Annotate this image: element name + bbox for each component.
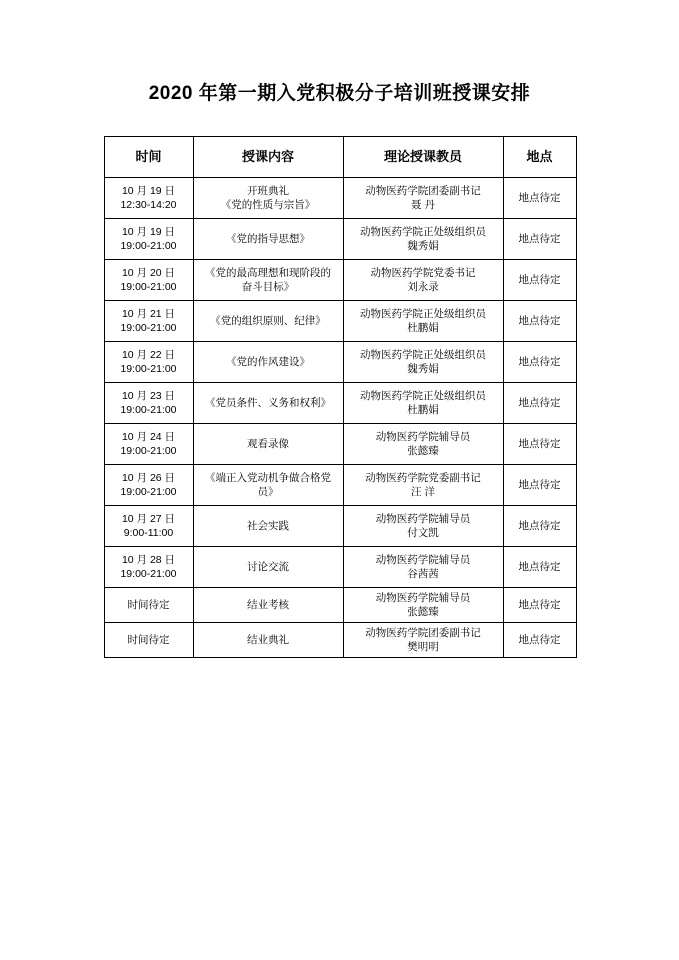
cell-time-line: 19:00-21:00 — [120, 485, 177, 498]
cell-teacher-line: 动物医药学院辅导员 — [375, 553, 471, 566]
cell-place-line: 地点待定 — [518, 355, 561, 368]
cell-time — [104, 546, 193, 587]
cell-time-line: 10 月 19 日 — [121, 184, 176, 197]
cell-place — [503, 341, 576, 382]
schedule-table — [104, 136, 577, 659]
cell-time — [104, 177, 193, 218]
table-row — [104, 259, 576, 300]
cell-teacher-line: 动物医药学院党委副书记 — [365, 471, 481, 484]
table-row — [104, 505, 576, 546]
cell-time-line: 时间待定 — [127, 634, 170, 647]
cell-content-line: 《党的组织原则、纪律》 — [210, 314, 326, 327]
cell-time — [104, 623, 193, 658]
cell-content — [193, 464, 343, 505]
cell-place — [503, 259, 576, 300]
cell-time-line: 12:30-14:20 — [120, 198, 177, 211]
cell-content — [193, 546, 343, 587]
cell-time-line: 19:00-21:00 — [120, 280, 177, 293]
cell-time — [104, 259, 193, 300]
cell-place-line: 地点待定 — [518, 314, 561, 327]
cell-content-line: 《党的最高理想和现阶段的 — [205, 266, 331, 279]
cell-time-line: 19:00-21:00 — [120, 239, 177, 252]
table-header-row — [104, 136, 576, 177]
cell-time-line: 10 月 26 日 — [121, 471, 176, 484]
cell-content — [193, 218, 343, 259]
cell-teacher-line: 动物医药学院辅导员 — [375, 430, 471, 443]
cell-time-line: 10 月 23 日 — [121, 389, 176, 402]
cell-place — [503, 505, 576, 546]
cell-teacher-line: 动物医药学院辅导员 — [375, 512, 471, 525]
cell-place-line: 地点待定 — [518, 519, 561, 532]
cell-time-line: 时间待定 — [127, 598, 170, 611]
cell-content — [193, 259, 343, 300]
cell-time-line: 10 月 21 日 — [121, 307, 176, 320]
cell-content — [193, 300, 343, 341]
cell-teacher — [343, 259, 503, 300]
cell-teacher-line: 魏秀娟 — [407, 362, 439, 375]
table-body — [104, 177, 576, 658]
cell-teacher — [343, 177, 503, 218]
cell-place — [503, 464, 576, 505]
cell-place — [503, 177, 576, 218]
cell-content — [193, 505, 343, 546]
cell-time-line: 10 月 24 日 — [121, 430, 176, 443]
cell-content — [193, 623, 343, 658]
cell-teacher-line: 付文凯 — [407, 526, 439, 539]
cell-place-line: 地点待定 — [518, 560, 561, 573]
cell-content-line: 结业考核 — [247, 598, 289, 611]
cell-teacher-line: 动物医药学院团委副书记 — [365, 184, 481, 197]
cell-teacher-line: 聂 丹 — [411, 198, 435, 211]
cell-content-line: 讨论交流 — [247, 560, 289, 573]
cell-place-line: 地点待定 — [518, 598, 561, 611]
cell-content-line: 观看录像 — [247, 437, 289, 450]
cell-place — [503, 300, 576, 341]
cell-teacher-line: 动物医药学院党委书记 — [370, 266, 476, 279]
column-header-content: 授课内容 — [193, 136, 343, 177]
table-row — [104, 177, 576, 218]
cell-content-line: 开班典礼 — [247, 184, 289, 197]
cell-time — [104, 341, 193, 382]
cell-time — [104, 464, 193, 505]
table-row — [104, 382, 576, 423]
cell-teacher-line: 魏秀娟 — [407, 239, 439, 252]
cell-time — [104, 587, 193, 622]
table-row — [104, 464, 576, 505]
cell-teacher — [343, 218, 503, 259]
cell-time — [104, 300, 193, 341]
table-row — [104, 218, 576, 259]
cell-teacher — [343, 623, 503, 658]
cell-time-line: 19:00-21:00 — [120, 567, 177, 580]
cell-teacher — [343, 423, 503, 464]
cell-place — [503, 623, 576, 658]
column-header-time: 时间 — [104, 136, 193, 177]
cell-place-line: 地点待定 — [518, 273, 561, 286]
cell-place — [503, 218, 576, 259]
cell-teacher-line: 杜鹏娟 — [407, 321, 439, 334]
cell-place-line: 地点待定 — [518, 634, 561, 647]
cell-teacher — [343, 587, 503, 622]
cell-content — [193, 177, 343, 218]
cell-place-line: 地点待定 — [518, 478, 561, 491]
cell-teacher-line: 樊明明 — [407, 641, 439, 654]
cell-teacher-line: 动物医药学院正处级组织员 — [360, 389, 486, 402]
cell-time — [104, 382, 193, 423]
cell-time-line: 19:00-21:00 — [120, 444, 177, 457]
table-row — [104, 623, 576, 658]
cell-place — [503, 546, 576, 587]
cell-place — [503, 423, 576, 464]
cell-teacher-line: 动物医药学院正处级组织员 — [360, 225, 486, 238]
cell-teacher-line: 动物医药学院辅导员 — [375, 591, 471, 604]
column-header-place: 地点 — [503, 136, 576, 177]
cell-teacher-line: 刘永录 — [407, 280, 439, 293]
table-row — [104, 341, 576, 382]
table-row — [104, 587, 576, 622]
cell-time-line: 10 月 22 日 — [121, 348, 176, 361]
cell-content-line: 《党的指导思想》 — [226, 232, 310, 245]
cell-teacher — [343, 546, 503, 587]
cell-content — [193, 423, 343, 464]
cell-teacher-line: 动物医药学院正处级组织员 — [360, 348, 486, 361]
cell-teacher-line: 汪 洋 — [411, 485, 435, 498]
cell-time — [104, 505, 193, 546]
cell-teacher — [343, 300, 503, 341]
cell-place-line: 地点待定 — [518, 232, 561, 245]
cell-teacher — [343, 341, 503, 382]
cell-time-line: 19:00-21:00 — [120, 403, 177, 416]
column-header-teacher: 理论授课教员 — [343, 136, 503, 177]
table-row — [104, 423, 576, 464]
cell-time-line: 10 月 27 日 — [121, 512, 176, 525]
cell-time-line: 19:00-21:00 — [120, 321, 177, 334]
cell-content-line: 结业典礼 — [247, 634, 289, 647]
cell-time-line: 10 月 28 日 — [121, 553, 176, 566]
cell-place-line: 地点待定 — [518, 437, 561, 450]
cell-place-line: 地点待定 — [518, 191, 561, 204]
cell-time-line: 19:00-21:00 — [120, 362, 177, 375]
cell-content-line: 《党员条件、义务和权利》 — [205, 396, 331, 409]
cell-content-line: 员》 — [257, 485, 279, 498]
cell-teacher-line: 张懿臻 — [407, 444, 439, 457]
cell-teacher-line: 动物医药学院正处级组织员 — [360, 307, 486, 320]
table-row — [104, 300, 576, 341]
cell-content-line: 奋斗目标》 — [241, 280, 295, 293]
cell-time — [104, 423, 193, 464]
cell-content-line: 《党的作风建设》 — [226, 355, 310, 368]
cell-time-line: 10 月 19 日 — [121, 225, 176, 238]
cell-content-line: 《党的性质与宗旨》 — [220, 198, 316, 211]
cell-time — [104, 218, 193, 259]
cell-teacher — [343, 382, 503, 423]
cell-place — [503, 382, 576, 423]
cell-place — [503, 587, 576, 622]
table-row — [104, 546, 576, 587]
page-title: 2020 年第一期入党积极分子培训班授课安排 — [148, 83, 531, 104]
cell-teacher-line: 杜鹏娟 — [407, 403, 439, 416]
cell-teacher-line: 张懿臻 — [407, 605, 439, 618]
cell-teacher — [343, 505, 503, 546]
cell-content-line: 《端正入党动机争做合格党 — [205, 471, 331, 484]
cell-content — [193, 382, 343, 423]
cell-teacher-line: 谷茜茜 — [407, 567, 439, 580]
cell-content — [193, 587, 343, 622]
cell-teacher-line: 动物医药学院团委副书记 — [365, 627, 481, 640]
schedule-table-container — [104, 136, 576, 659]
cell-content-line: 社会实践 — [247, 519, 289, 532]
cell-time-line: 9:00-11:00 — [123, 526, 174, 539]
cell-teacher — [343, 464, 503, 505]
table-header — [104, 136, 576, 177]
cell-time-line: 10 月 20 日 — [121, 266, 176, 279]
cell-content — [193, 341, 343, 382]
cell-place-line: 地点待定 — [518, 396, 561, 409]
